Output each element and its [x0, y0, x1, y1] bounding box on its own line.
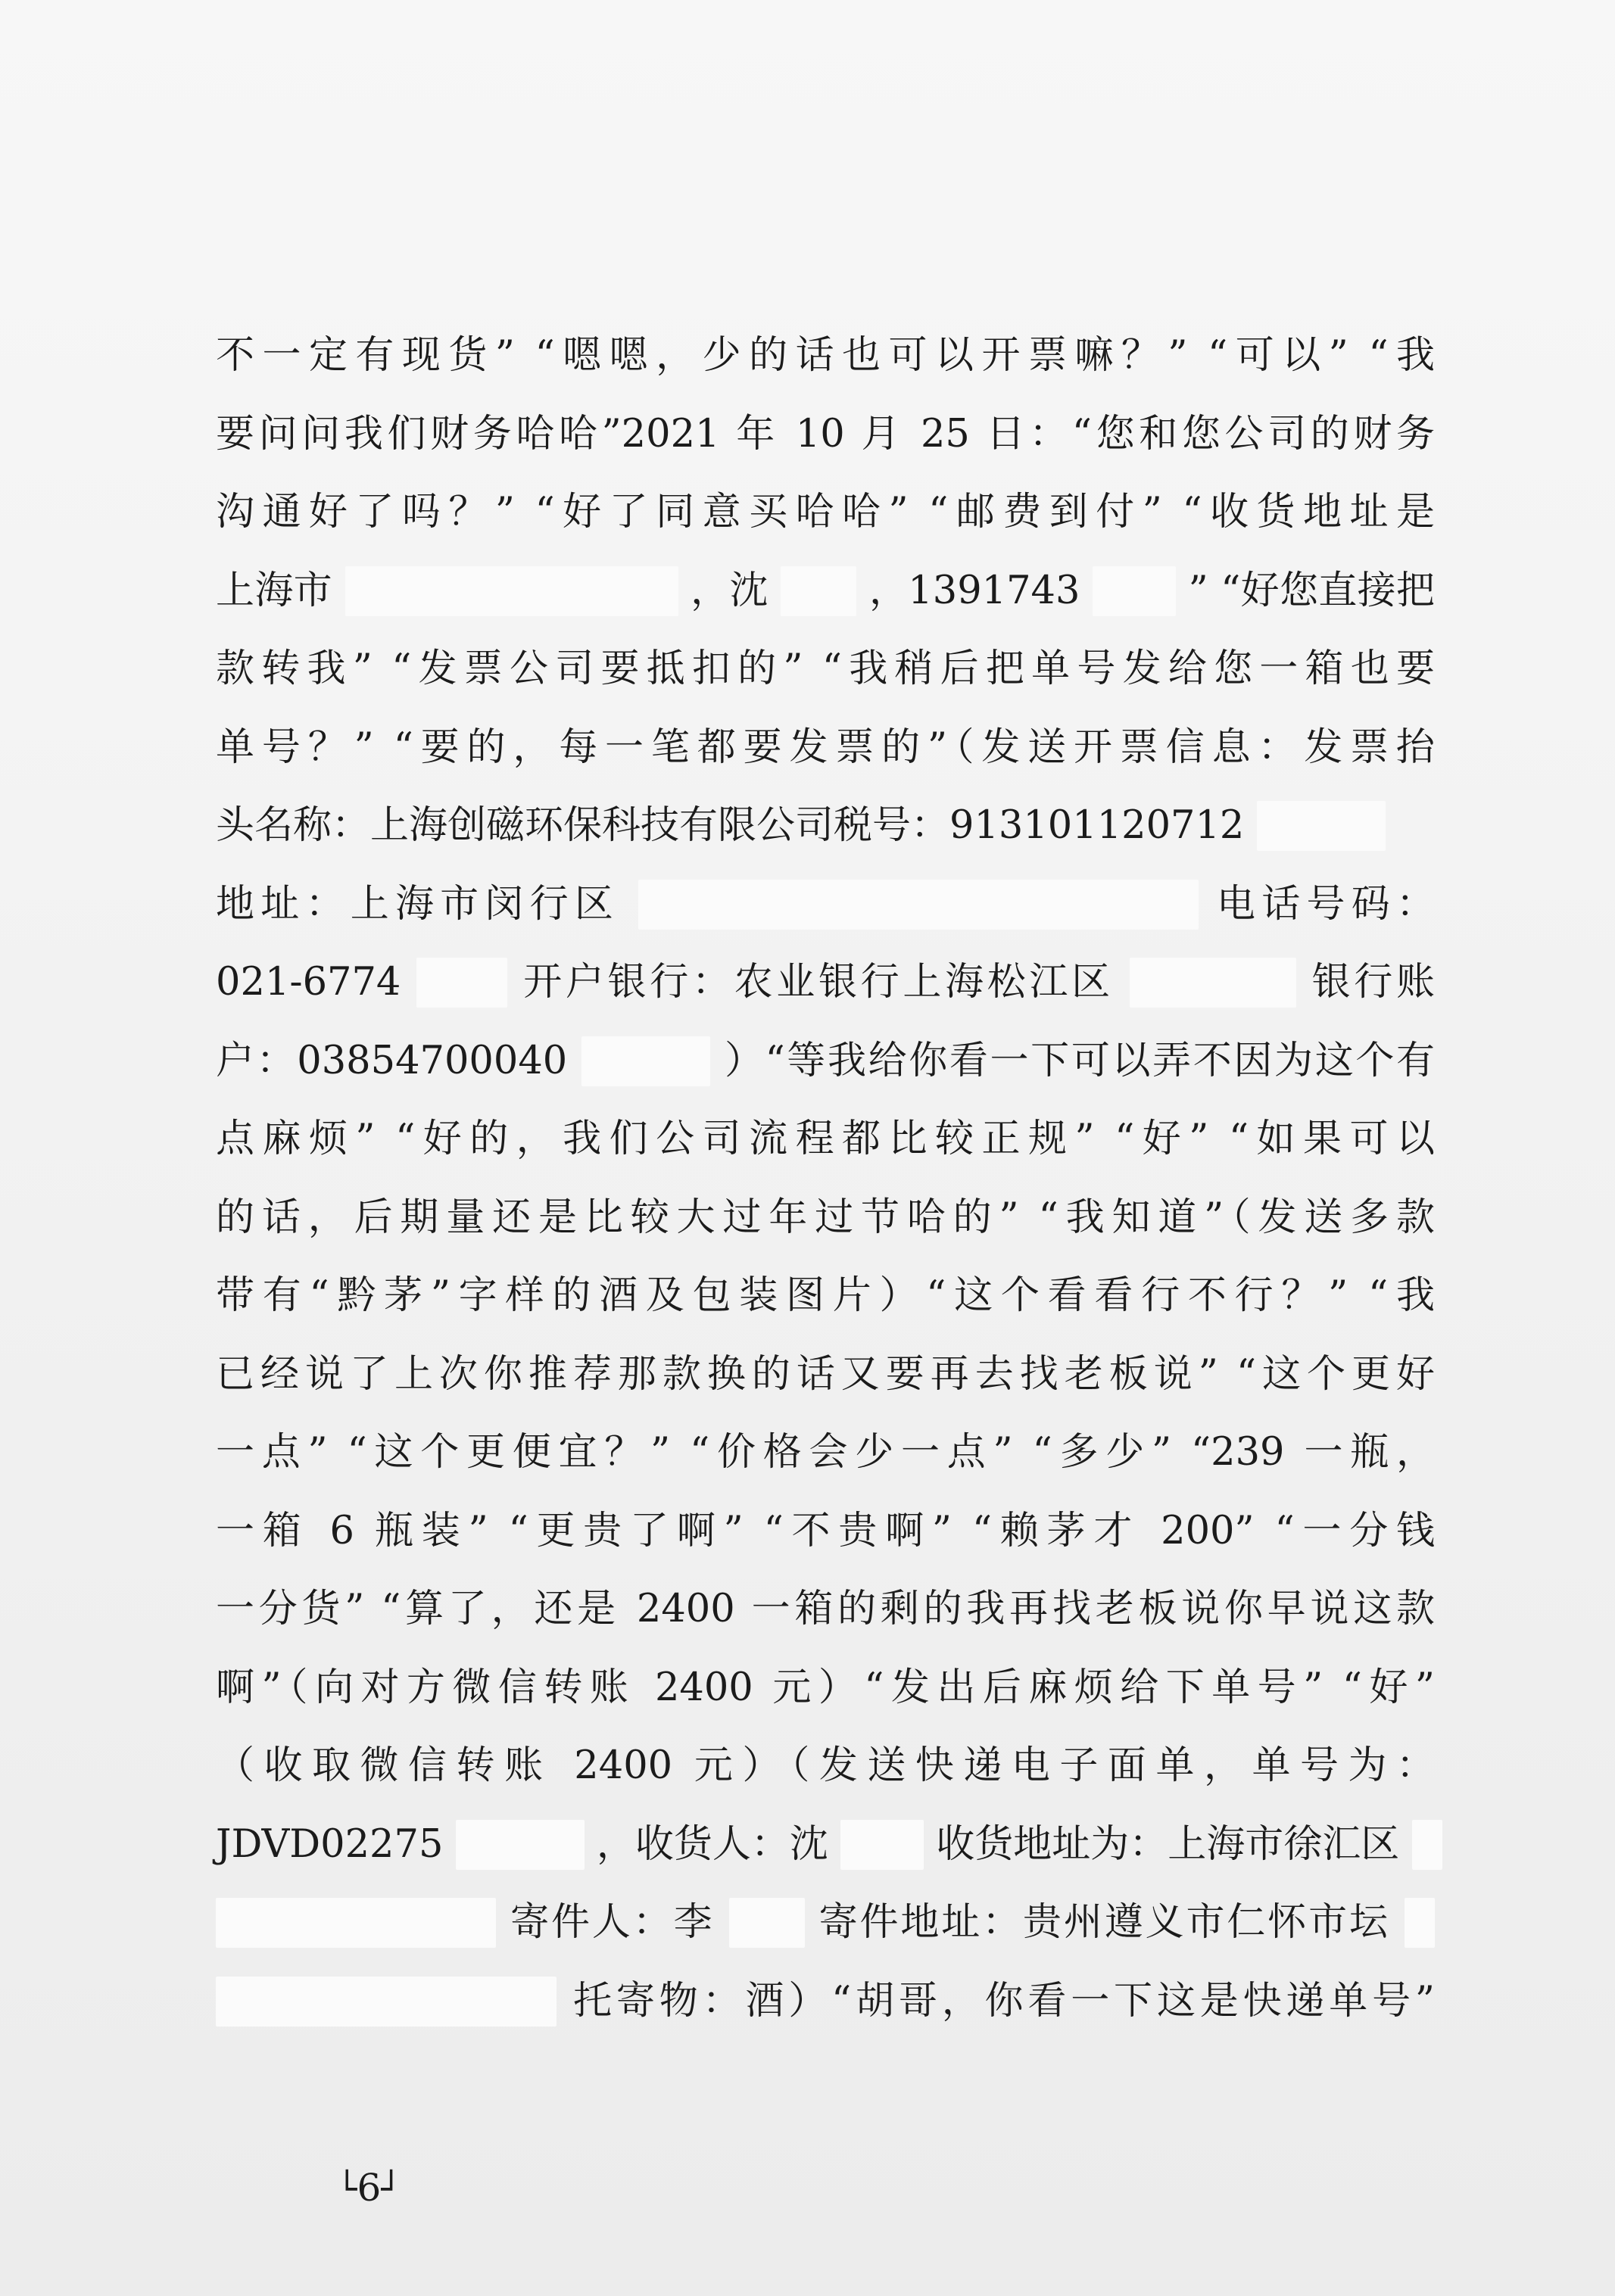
redaction-box: [1412, 1820, 1442, 1870]
text-line-9: [216, 943, 1435, 1022]
sender-label: 寄件人：李: [510, 1900, 715, 1945]
bracket-right-icon: ┘: [381, 2170, 401, 2209]
text-line-14: 已经说了上次你推荐那款换的话又要再去找老板说” “这个更好: [216, 1351, 1435, 1397]
redaction-box: [581, 1036, 710, 1086]
text-line-15: 一点” “这个更便宜？” “价格会少一点” “多少” “239 一瓶，: [216, 1430, 1435, 1475]
consignment-item: 托寄物：酒）“胡哥，你看一下这是快递单号”: [573, 1978, 1435, 2023]
text-line-3: 沟通好了吗？” “好了同意买哈哈” “邮费到付” “收货地址是: [216, 490, 1435, 534]
text-line-1: 不一定有现货” “嗯嗯，少的话也可以开票嘛？” “可以” “我: [216, 333, 1435, 378]
text-line-8: [216, 865, 1435, 944]
delivery-address: 收货地址为：上海市徐汇区: [936, 1821, 1400, 1867]
text-line-22: [216, 1962, 1435, 2041]
text-line-13: 带有“黔茅”字样的酒及包装图片）“这个看看行不行？” “我: [216, 1273, 1435, 1318]
redaction-box: [416, 958, 507, 1008]
tracking-number: JDVD02275: [216, 1821, 444, 1867]
sender-address: 寄件地址：贵州遵义市仁怀市坛: [818, 1900, 1390, 1945]
bracket-left-icon: └: [337, 2170, 357, 2209]
text-line-4: [216, 552, 1435, 631]
text-line-10: [216, 1022, 1435, 1101]
consignee-label: ，收货人：沈: [596, 1821, 828, 1867]
redaction-box: [216, 1977, 557, 2027]
text-segment: ” “好您直接把: [1188, 568, 1435, 613]
body-text: [216, 316, 1435, 2040]
phone-label: 电话号码：: [1217, 881, 1435, 927]
page-number-value: 6: [357, 2166, 382, 2210]
account-label: 银行账: [1311, 960, 1435, 1005]
redaction-box: [1130, 958, 1296, 1008]
phone-prefix: ，1391743: [868, 568, 1080, 613]
text-line-5: 款转我” “发票公司要抵扣的” “我稍后把单号发给您一箱也要: [216, 646, 1435, 691]
text-line-11: 点麻烦” “好的，我们公司流程都比较正规” “好” “如果可以: [216, 1117, 1435, 1161]
recipient-surname: ，沈: [691, 568, 769, 613]
redaction-box: [1257, 801, 1386, 851]
redaction-box: [345, 566, 678, 616]
redaction-box: [1405, 1898, 1435, 1948]
address-prefix: 上海市: [216, 568, 333, 613]
text-line-18: 啊”（向对方微信转账 2400 元）“发出后麻烦给下单号” “好”: [216, 1665, 1435, 1710]
invoice-title-taxid: 头名称：上海创磁环保科技有限公司税号：913101120712: [216, 803, 1245, 848]
text-line-21: [216, 1883, 1435, 1962]
redaction-box: [840, 1820, 924, 1870]
redaction-box: [216, 1898, 496, 1948]
text-line-2: 要问问我们财务哈哈”2021 年 10 月 25 日：“您和您公司的财务: [216, 411, 1435, 456]
text-line-12: 的话，后期量还是比较大过年过节哈的” “我知道”（发送多款: [216, 1195, 1435, 1240]
redaction-box: [456, 1820, 585, 1870]
redaction-box: [1093, 566, 1176, 616]
bank-account: 户：03854700040: [216, 1038, 568, 1083]
text-line-17: 一分货” “算了，还是 2400 一箱的剩的我再找老板说你早说这款: [216, 1587, 1435, 1631]
text-line-7: [216, 787, 1435, 865]
redaction-box: [638, 880, 1199, 930]
invoice-address: 地址：上海市闵行区: [216, 881, 620, 927]
phone-number: 021-6774: [216, 960, 401, 1005]
redaction-box: [729, 1898, 805, 1948]
bank-label: 开户银行：农业银行上海松江区: [523, 960, 1114, 1005]
text-line-16: 一箱 6 瓶装” “更贵了啊” “不贵啊” “赖茅才 200” “一分钱: [216, 1508, 1435, 1553]
text-segment: ）“等我给你看一下可以弄不因为这个有: [724, 1038, 1435, 1083]
text-line-20: [216, 1805, 1435, 1884]
text-line-19: （收取微信转账 2400 元）（发送快递电子面单，单号为：: [216, 1743, 1435, 1788]
text-line-6: 单号？” “要的，每一笔都要发票的”（发送开票信息：发票抬: [216, 724, 1435, 770]
redaction-box: [781, 566, 856, 616]
page-number: [337, 2165, 401, 2213]
